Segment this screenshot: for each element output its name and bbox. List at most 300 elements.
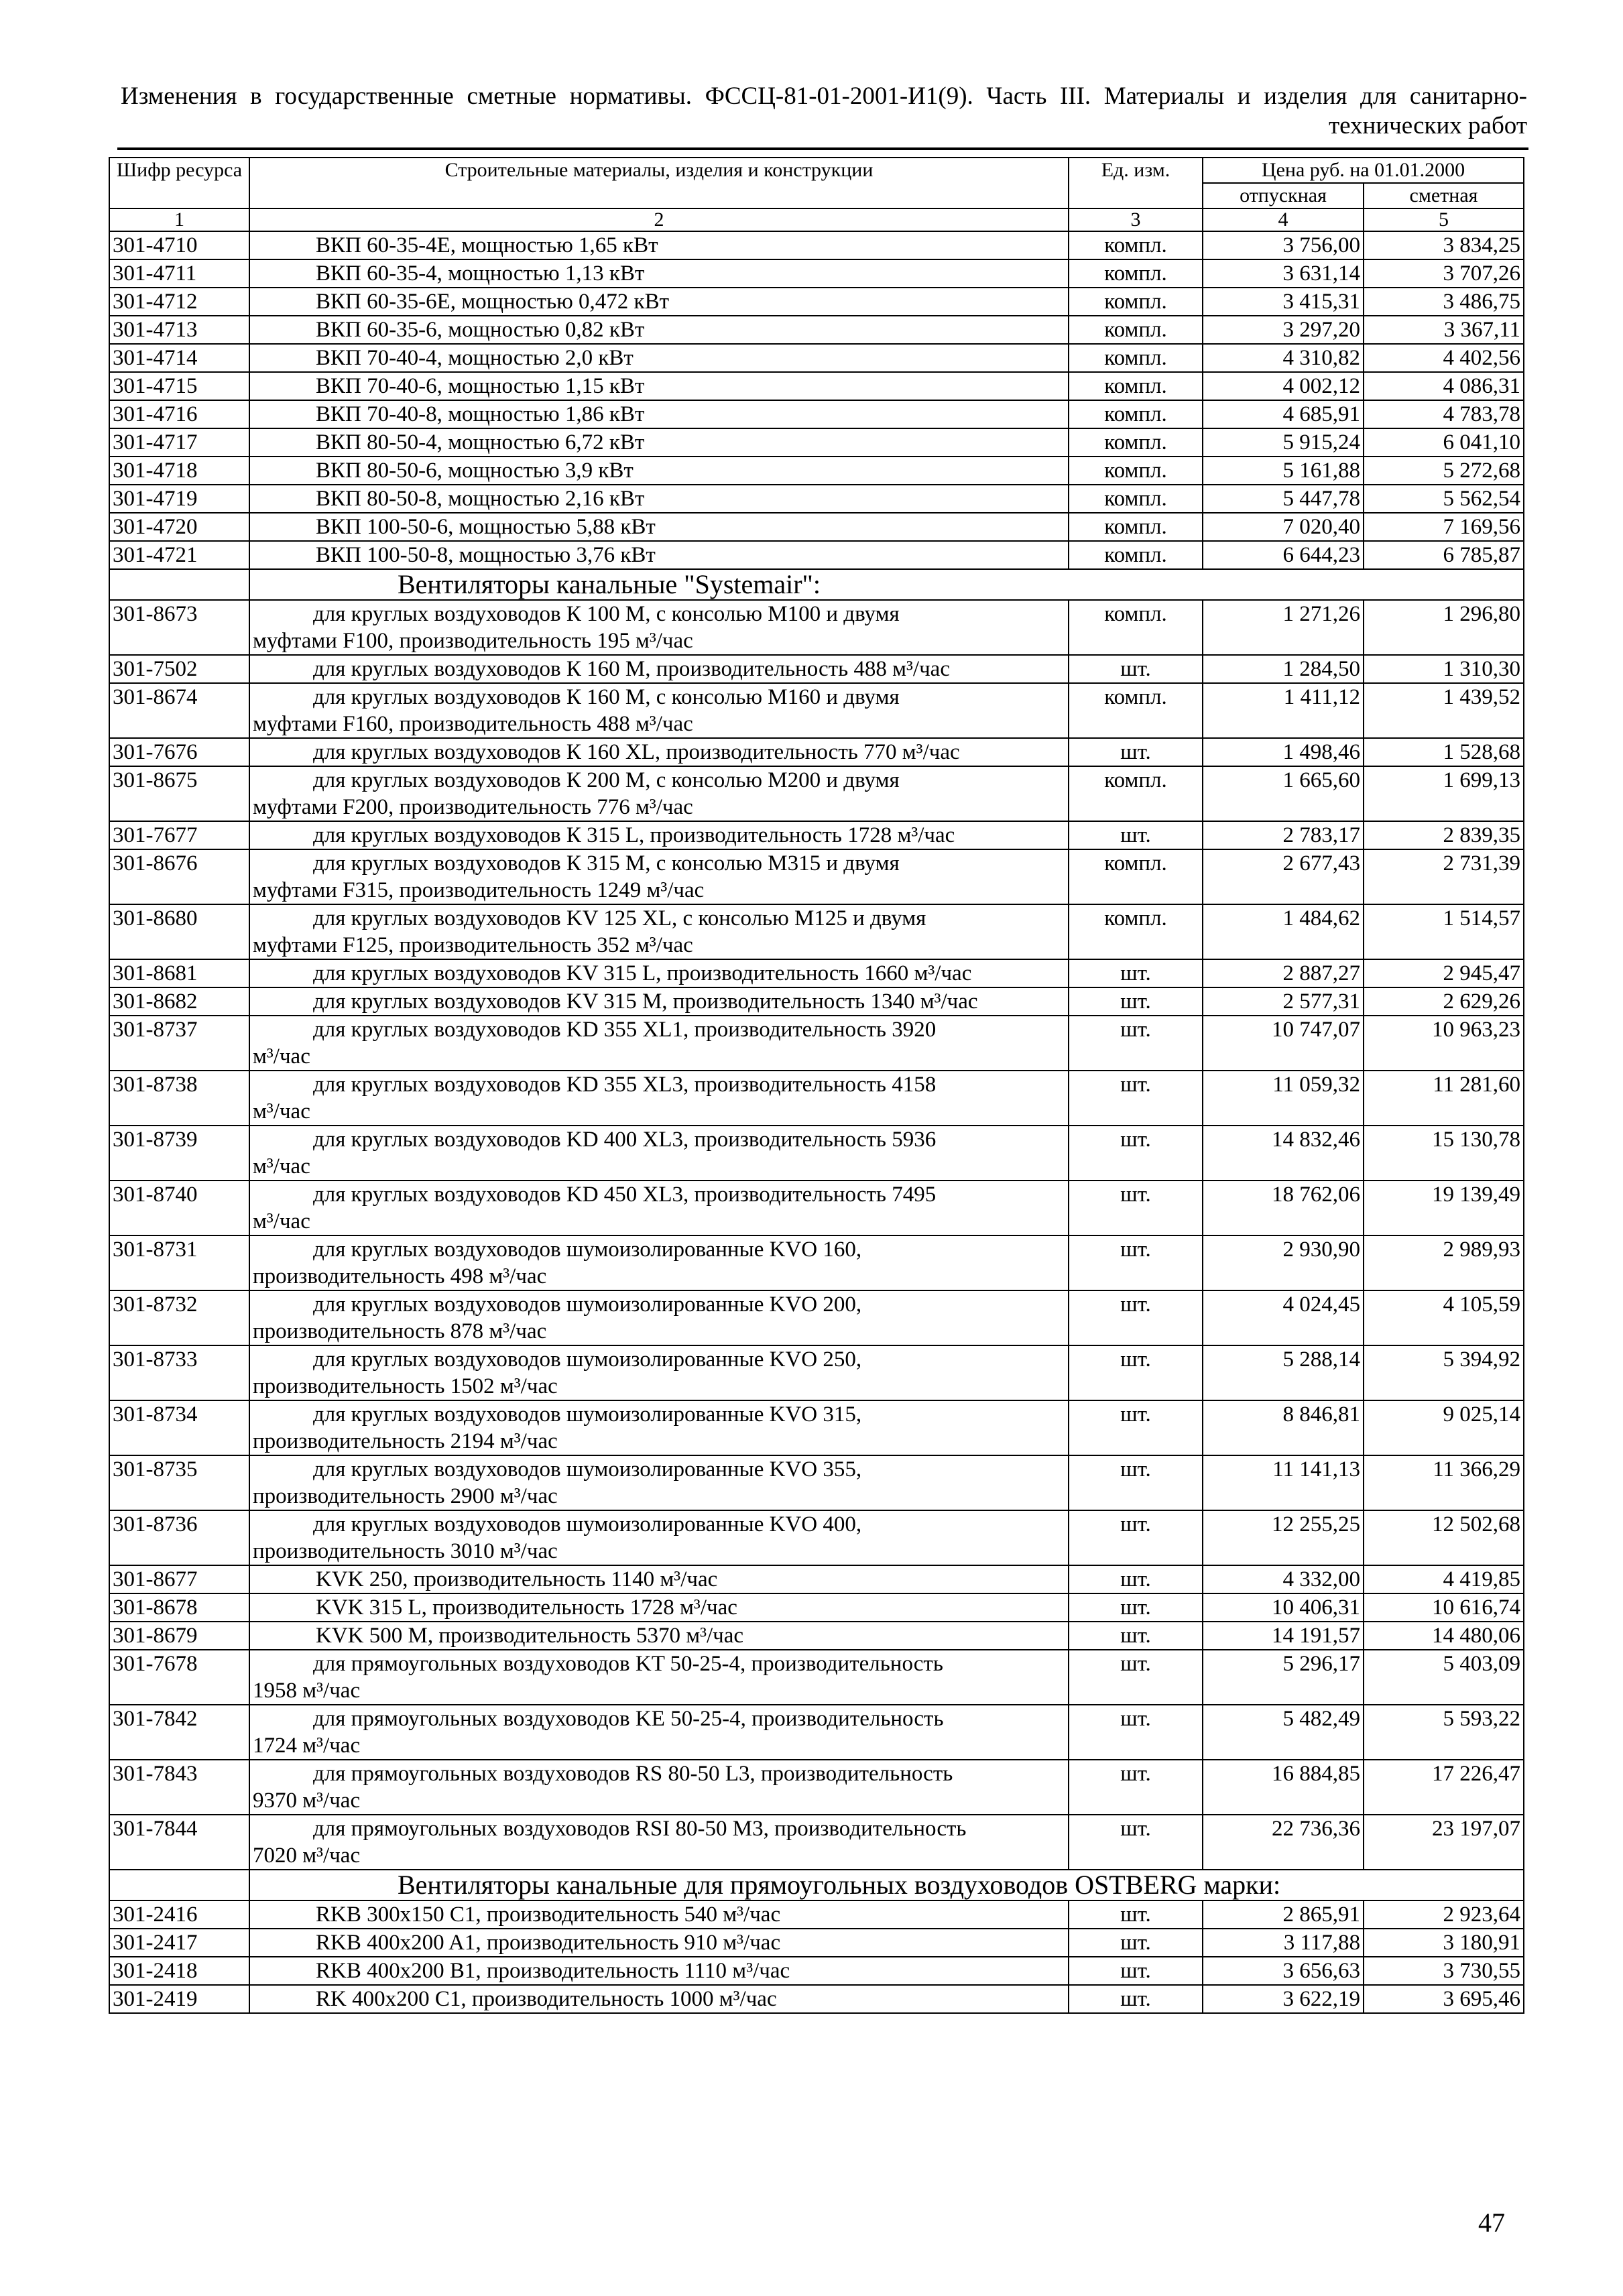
release-price: 5 447,78: [1203, 485, 1364, 513]
unit-of-measure: шт.: [1069, 1622, 1203, 1650]
material-name: ВКП 70-40-6, мощностью 1,15 кВт: [249, 372, 1069, 400]
material-name-line-1: для круглых воздуховодов шумоизолированные KVO 355,: [313, 1457, 862, 1482]
unit-of-measure: шт.: [1069, 821, 1203, 849]
table-row: [109, 485, 1524, 513]
price-table: [109, 157, 1524, 2014]
estimate-price: 3 834,25: [1364, 231, 1524, 259]
material-name-line-2: производительность 498 м³/час: [253, 1264, 547, 1288]
estimate-price: 4 402,56: [1364, 344, 1524, 372]
unit-of-measure: шт.: [1069, 1181, 1203, 1235]
table-row: [109, 428, 1524, 457]
table-row: [109, 1705, 1524, 1760]
release-price: 2 677,43: [1203, 849, 1364, 904]
table-row: [109, 1565, 1524, 1593]
unit-of-measure: шт.: [1069, 1235, 1203, 1290]
material-name-line-1: для круглых воздуховодов шумоизолированные KVO 250,: [313, 1347, 862, 1372]
table-row: [109, 344, 1524, 372]
unit-of-measure: компл.: [1069, 372, 1203, 400]
material-name-line-2: муфтами F125, производительность 352 м³/час: [253, 933, 693, 957]
unit-of-measure: шт.: [1069, 1345, 1203, 1400]
release-price: 4 685,91: [1203, 400, 1364, 428]
release-price: 4 002,12: [1203, 372, 1364, 400]
estimate-price: 5 403,09: [1364, 1650, 1524, 1705]
estimate-price: 17 226,47: [1364, 1760, 1524, 1815]
table-row: [109, 1650, 1524, 1705]
table-row: [109, 1622, 1524, 1650]
resource-code: 301-8676: [109, 849, 249, 904]
material-name-line-1: для круглых воздуховодов К 315 М, с консолью М315 и двумя: [313, 851, 900, 875]
material-name: ВКП 100-50-6, мощностью 5,88 кВт: [249, 513, 1069, 541]
estimate-price: 6 041,10: [1364, 428, 1524, 457]
estimate-price: 2 629,26: [1364, 987, 1524, 1016]
material-name: [249, 1290, 1069, 1345]
resource-code: 301-8735: [109, 1455, 249, 1510]
estimate-price: 2 923,64: [1364, 1900, 1524, 1929]
resource-code: 301-8679: [109, 1622, 249, 1650]
release-price: 1 411,12: [1203, 683, 1364, 738]
release-price: 2 887,27: [1203, 959, 1364, 987]
resource-code: 301-7502: [109, 655, 249, 683]
material-name-line-1: для круглых воздуховодов KV 125 XL, с консолью М125 и двумя: [313, 906, 926, 930]
resource-code: 301-8681: [109, 959, 249, 987]
table-row: [109, 513, 1524, 541]
resource-code: 301-7678: [109, 1650, 249, 1705]
material-name: ВКП 60-35-6Е, мощностью 0,472 кВт: [249, 288, 1069, 316]
material-name-line-1: для круглых воздуховодов KD 355 XL3, производительность 4158: [313, 1073, 937, 1097]
resource-code: 301-8680: [109, 904, 249, 959]
unit-of-measure: компл.: [1069, 344, 1203, 372]
table-row: [109, 655, 1524, 683]
material-name-line-2: м³/час: [253, 1154, 310, 1179]
table-row: [109, 1455, 1524, 1510]
material-name: [249, 1455, 1069, 1510]
material-name: [249, 1126, 1069, 1181]
estimate-price: 11 366,29: [1364, 1455, 1524, 1510]
unit-of-measure: шт.: [1069, 1565, 1203, 1593]
header-line-2: санитарно-технических работ: [1328, 82, 1527, 139]
resource-code: 301-7843: [109, 1760, 249, 1815]
unit-of-measure: компл.: [1069, 457, 1203, 485]
table-row: [109, 1900, 1524, 1929]
table-row: [109, 600, 1524, 655]
resource-code: 301-8737: [109, 1016, 249, 1071]
material-name: ВКП 80-50-4, мощностью 6,72 кВт: [249, 428, 1069, 457]
release-price: 16 884,85: [1203, 1760, 1364, 1815]
release-price: 5 915,24: [1203, 428, 1364, 457]
unit-of-measure: шт.: [1069, 987, 1203, 1016]
estimate-price: 2 989,93: [1364, 1235, 1524, 1290]
resource-code: 301-2417: [109, 1929, 249, 1957]
column-number: 4: [1203, 208, 1364, 231]
resource-code: 301-7844: [109, 1815, 249, 1870]
release-price: 4 310,82: [1203, 344, 1364, 372]
resource-code: 301-4711: [109, 259, 249, 288]
material-name: [249, 821, 1069, 849]
release-price: 8 846,81: [1203, 1400, 1364, 1455]
page-number: 47: [1478, 2208, 1505, 2238]
unit-of-measure: компл.: [1069, 316, 1203, 344]
estimate-price: 3 486,75: [1364, 288, 1524, 316]
column-header-estimate: сметная: [1364, 183, 1524, 208]
release-price: 3 756,00: [1203, 231, 1364, 259]
resource-code: 301-8733: [109, 1345, 249, 1400]
material-name-line-2: производительность 3010 м³/час: [253, 1539, 558, 1563]
material-name-line-1: для круглых воздуховодов шумоизолированные KVO 400,: [313, 1512, 862, 1536]
material-name-line-1: для круглых воздуховодов шумоизолированные KVO 200,: [313, 1292, 862, 1317]
estimate-price: 23 197,07: [1364, 1815, 1524, 1870]
header-rule: [117, 147, 1528, 150]
material-name: [249, 1235, 1069, 1290]
release-price: 1 284,50: [1203, 655, 1364, 683]
estimate-price: 1 528,68: [1364, 738, 1524, 766]
resource-code: 301-4715: [109, 372, 249, 400]
resource-code: 301-8673: [109, 600, 249, 655]
material-name-line-2: производительность 1502 м³/час: [253, 1374, 558, 1398]
table-row: [109, 821, 1524, 849]
release-price: 1 271,26: [1203, 600, 1364, 655]
estimate-price: 3 730,55: [1364, 1957, 1524, 1985]
estimate-price: 5 562,54: [1364, 485, 1524, 513]
unit-of-measure: шт.: [1069, 1815, 1203, 1870]
estimate-price: 1 296,80: [1364, 600, 1524, 655]
estimate-price: 12 502,68: [1364, 1510, 1524, 1565]
column-header-code: Шифр ресурса: [109, 158, 249, 208]
estimate-price: 4 419,85: [1364, 1565, 1524, 1593]
resource-code: 301-7842: [109, 1705, 249, 1760]
estimate-price: 11 281,60: [1364, 1071, 1524, 1126]
material-name: ВКП 60-35-4Е, мощностью 1,65 кВт: [249, 231, 1069, 259]
material-name-line-2: производительность 878 м³/час: [253, 1319, 547, 1343]
unit-of-measure: компл.: [1069, 428, 1203, 457]
unit-of-measure: шт.: [1069, 1900, 1203, 1929]
material-name-line-2: м³/час: [253, 1099, 310, 1124]
material-name: [249, 1760, 1069, 1815]
estimate-price: 10 616,74: [1364, 1593, 1524, 1622]
resource-code: 301-2419: [109, 1985, 249, 2013]
column-number: 3: [1069, 208, 1203, 231]
material-name-line-2: 1958 м³/час: [253, 1679, 361, 1703]
material-name-line-1: для круглых воздуховодов KV 315 M, производительность 1340 м³/час: [313, 989, 978, 1014]
release-price: 10 747,07: [1203, 1016, 1364, 1071]
section-title: Вентиляторы канальные "Systemair":: [249, 569, 1524, 600]
unit-of-measure: компл.: [1069, 485, 1203, 513]
estimate-price: 2 839,35: [1364, 821, 1524, 849]
estimate-price: 4 783,78: [1364, 400, 1524, 428]
table-row: [109, 1071, 1524, 1126]
material-name: ВКП 80-50-6, мощностью 3,9 кВт: [249, 457, 1069, 485]
release-price: 5 296,17: [1203, 1650, 1364, 1705]
material-name-line-2: муфтами F200, производительность 776 м³/час: [253, 795, 693, 819]
material-name-line-1: для прямоугольных воздуховодов RSI 80-50 M3, производительность: [313, 1817, 967, 1841]
table-row: [109, 288, 1524, 316]
table-row: [109, 316, 1524, 344]
material-name: RK 400x200 C1, производительность 1000 м³/час: [249, 1985, 1069, 2013]
section-code-cell: [109, 1870, 249, 1900]
table-row: [109, 1510, 1524, 1565]
material-name-line-2: муфтами F160, производительность 488 м³/час: [253, 712, 693, 736]
table-row: [109, 959, 1524, 987]
resource-code: 301-8736: [109, 1510, 249, 1565]
material-name: ВКП 70-40-8, мощностью 1,86 кВт: [249, 400, 1069, 428]
material-name: KVK 315 L, производительность 1728 м³/час: [249, 1593, 1069, 1622]
material-name: [249, 1815, 1069, 1870]
resource-code: 301-8739: [109, 1126, 249, 1181]
estimate-price: 5 593,22: [1364, 1705, 1524, 1760]
release-price: 2 577,31: [1203, 987, 1364, 1016]
table-row: [109, 400, 1524, 428]
table-row: [109, 372, 1524, 400]
table-row: [109, 231, 1524, 259]
estimate-price: 1 310,30: [1364, 655, 1524, 683]
material-name: KVK 500 M, производительность 5370 м³/час: [249, 1622, 1069, 1650]
material-name-line-1: для прямоугольных воздуховодов KE 50-25-4, производительность: [313, 1707, 944, 1731]
resource-code: 301-8738: [109, 1071, 249, 1126]
material-name: ВКП 100-50-8, мощностью 3,76 кВт: [249, 541, 1069, 569]
unit-of-measure: шт.: [1069, 1957, 1203, 1985]
material-name: ВКП 60-35-6, мощностью 0,82 кВт: [249, 316, 1069, 344]
unit-of-measure: шт.: [1069, 1929, 1203, 1957]
material-name-line-2: 1724 м³/час: [253, 1734, 361, 1758]
material-name-line-2: производительность 2900 м³/час: [253, 1484, 558, 1508]
release-price: 7 020,40: [1203, 513, 1364, 541]
estimate-price: 4 105,59: [1364, 1290, 1524, 1345]
material-name-line-1: для прямоугольных воздуховодов KT 50-25-4, производительность: [313, 1652, 943, 1676]
material-name-line-1: для круглых воздуховодов К 160 М, с консолью М160 и двумя: [313, 685, 900, 709]
section-row: [109, 569, 1524, 600]
section-code-cell: [109, 569, 249, 600]
resource-code: 301-4710: [109, 231, 249, 259]
column-number: 2: [249, 208, 1069, 231]
resource-code: 301-4714: [109, 344, 249, 372]
material-name-line-2: 7020 м³/час: [253, 1844, 361, 1868]
unit-of-measure: компл.: [1069, 231, 1203, 259]
material-name: [249, 987, 1069, 1016]
estimate-price: 3 707,26: [1364, 259, 1524, 288]
resource-code: 301-8732: [109, 1290, 249, 1345]
section-title: Вентиляторы канальные для прямоугольных воздуховодов OSTBERG марки:: [249, 1870, 1524, 1900]
material-name: KVK 250, производительность 1140 м³/час: [249, 1565, 1069, 1593]
release-price: 5 288,14: [1203, 1345, 1364, 1400]
material-name: [249, 766, 1069, 821]
table-row: [109, 1985, 1524, 2013]
release-price: 2 783,17: [1203, 821, 1364, 849]
table-row: [109, 541, 1524, 569]
unit-of-measure: шт.: [1069, 1016, 1203, 1071]
unit-of-measure: шт.: [1069, 1985, 1203, 2013]
table-body: [109, 231, 1524, 2013]
estimate-price: 2 945,47: [1364, 959, 1524, 987]
material-name: [249, 655, 1069, 683]
material-name: RKB 400x200 B1, производительность 1110 м³/час: [249, 1957, 1069, 1985]
estimate-price: 3 180,91: [1364, 1929, 1524, 1957]
table-row: [109, 1593, 1524, 1622]
unit-of-measure: шт.: [1069, 1400, 1203, 1455]
estimate-price: 1 439,52: [1364, 683, 1524, 738]
table-row: [109, 259, 1524, 288]
estimate-price: 14 480,06: [1364, 1622, 1524, 1650]
unit-of-measure: компл.: [1069, 400, 1203, 428]
resource-code: 301-8675: [109, 766, 249, 821]
material-name-line-1: для прямоугольных воздуховодов RS 80-50 L3, производительность: [313, 1762, 953, 1786]
column-header-price-group: Цена руб. на 01.01.2000: [1203, 158, 1524, 183]
material-name-line-1: для круглых воздуховодов KD 355 XL1, производительность 3920: [313, 1018, 937, 1042]
table-row: [109, 1957, 1524, 1985]
table-row: [109, 1235, 1524, 1290]
material-name-line-1: для круглых воздуховодов KV 315 L, производительность 1660 м³/час: [313, 961, 972, 985]
unit-of-measure: компл.: [1069, 766, 1203, 821]
table-row: [109, 1929, 1524, 1957]
release-price: 12 255,25: [1203, 1510, 1364, 1565]
material-name: [249, 1016, 1069, 1071]
column-header-name: Строительные материалы, изделия и конструкции: [249, 158, 1069, 208]
unit-of-measure: шт.: [1069, 1290, 1203, 1345]
estimate-price: 7 169,56: [1364, 513, 1524, 541]
material-name: [249, 1650, 1069, 1705]
document-header: [121, 82, 1527, 141]
column-number-row: [109, 208, 1524, 231]
unit-of-measure: компл.: [1069, 288, 1203, 316]
material-name-line-2: муфтами F100, производительность 195 м³/час: [253, 629, 693, 653]
resource-code: 301-4717: [109, 428, 249, 457]
unit-of-measure: компл.: [1069, 513, 1203, 541]
release-price: 3 297,20: [1203, 316, 1364, 344]
estimate-price: 10 963,23: [1364, 1016, 1524, 1071]
resource-code: 301-4716: [109, 400, 249, 428]
unit-of-measure: компл.: [1069, 849, 1203, 904]
material-name: [249, 1181, 1069, 1235]
material-name-line-2: муфтами F315, производительность 1249 м³/час: [253, 878, 705, 902]
release-price: 3 622,19: [1203, 1985, 1364, 2013]
unit-of-measure: компл.: [1069, 904, 1203, 959]
release-price: 4 332,00: [1203, 1565, 1364, 1593]
release-price: 1 484,62: [1203, 904, 1364, 959]
table-row: [109, 1400, 1524, 1455]
resource-code: 301-8731: [109, 1235, 249, 1290]
material-name: ВКП 70-40-4, мощностью 2,0 кВт: [249, 344, 1069, 372]
section-row: [109, 1870, 1524, 1900]
release-price: 10 406,31: [1203, 1593, 1364, 1622]
resource-code: 301-7676: [109, 738, 249, 766]
material-name-line-1: для круглых воздуховодов К 200 М, с консолью М200 и двумя: [313, 768, 900, 792]
material-name: [249, 683, 1069, 738]
column-number: 1: [109, 208, 249, 231]
unit-of-measure: шт.: [1069, 1705, 1203, 1760]
unit-of-measure: компл.: [1069, 600, 1203, 655]
release-price: 3 631,14: [1203, 259, 1364, 288]
column-header-unit: Ед. изм.: [1069, 158, 1203, 208]
unit-of-measure: шт.: [1069, 1510, 1203, 1565]
resource-code: 301-4720: [109, 513, 249, 541]
release-price: 18 762,06: [1203, 1181, 1364, 1235]
material-name-line-2: м³/час: [253, 1044, 310, 1069]
resource-code: 301-8734: [109, 1400, 249, 1455]
material-name: RKB 300x150 C1, производительность 540 м³/час: [249, 1900, 1069, 1929]
release-price: 22 736,36: [1203, 1815, 1364, 1870]
estimate-price: 15 130,78: [1364, 1126, 1524, 1181]
table-row: [109, 1815, 1524, 1870]
resource-code: 301-8740: [109, 1181, 249, 1235]
resource-code: 301-7677: [109, 821, 249, 849]
material-name-line-1: для круглых воздуховодов К 315 L, производительность 1728 м³/час: [313, 823, 955, 847]
release-price: 3 117,88: [1203, 1929, 1364, 1957]
release-price: 4 024,45: [1203, 1290, 1364, 1345]
release-price: 1 498,46: [1203, 738, 1364, 766]
material-name-line-1: для круглых воздуховодов шумоизолированные KVO 160,: [313, 1237, 862, 1262]
material-name-line-1: для круглых воздуховодов KD 400 XL3, производительность 5936: [313, 1128, 937, 1152]
release-price: 11 059,32: [1203, 1071, 1364, 1126]
release-price: 6 644,23: [1203, 541, 1364, 569]
table-row: [109, 849, 1524, 904]
resource-code: 301-4719: [109, 485, 249, 513]
unit-of-measure: шт.: [1069, 738, 1203, 766]
resource-code: 301-8678: [109, 1593, 249, 1622]
release-price: 5 161,88: [1203, 457, 1364, 485]
material-name: [249, 738, 1069, 766]
material-name: [249, 1400, 1069, 1455]
material-name: [249, 1071, 1069, 1126]
release-price: 2 930,90: [1203, 1235, 1364, 1290]
release-price: 5 482,49: [1203, 1705, 1364, 1760]
estimate-price: 4 086,31: [1364, 372, 1524, 400]
unit-of-measure: шт.: [1069, 655, 1203, 683]
header-line-1: Изменения в государственные сметные нормативы. ФССЦ-81-01-2001-И1(9). Часть III. Материалы и изделия для: [121, 82, 1397, 110]
release-price: 14 191,57: [1203, 1622, 1364, 1650]
table-row: [109, 1126, 1524, 1181]
table-row: [109, 457, 1524, 485]
release-price: 3 656,63: [1203, 1957, 1364, 1985]
table-row: [109, 1016, 1524, 1071]
resource-code: 301-4721: [109, 541, 249, 569]
estimate-price: 5 394,92: [1364, 1345, 1524, 1400]
unit-of-measure: шт.: [1069, 1455, 1203, 1510]
unit-of-measure: шт.: [1069, 1593, 1203, 1622]
material-name-line-1: для круглых воздуховодов KD 450 XL3, производительность 7495: [313, 1183, 937, 1207]
material-name-line-1: для круглых воздуховодов К 160 XL, производительность 770 м³/час: [313, 740, 960, 764]
estimate-price: 1 699,13: [1364, 766, 1524, 821]
table-row: [109, 766, 1524, 821]
table-row: [109, 738, 1524, 766]
estimate-price: 9 025,14: [1364, 1400, 1524, 1455]
estimate-price: 3 367,11: [1364, 316, 1524, 344]
material-name-line-1: для круглых воздуховодов шумоизолированные KVO 315,: [313, 1402, 862, 1427]
material-name-line-2: м³/час: [253, 1209, 310, 1233]
estimate-price: 5 272,68: [1364, 457, 1524, 485]
material-name: RKB 400x200 A1, производительность 910 м³/час: [249, 1929, 1069, 1957]
column-number: 5: [1364, 208, 1524, 231]
resource-code: 301-4712: [109, 288, 249, 316]
material-name: [249, 600, 1069, 655]
table-row: [109, 1760, 1524, 1815]
estimate-price: 2 731,39: [1364, 849, 1524, 904]
estimate-price: 1 514,57: [1364, 904, 1524, 959]
table-row: [109, 904, 1524, 959]
material-name: [249, 849, 1069, 904]
material-name: [249, 959, 1069, 987]
estimate-price: 6 785,87: [1364, 541, 1524, 569]
material-name: ВКП 60-35-4, мощностью 1,13 кВт: [249, 259, 1069, 288]
release-price: 3 415,31: [1203, 288, 1364, 316]
resource-code: 301-2416: [109, 1900, 249, 1929]
resource-code: 301-8677: [109, 1565, 249, 1593]
material-name-line-1: для круглых воздуховодов К 100 М, с консолью М100 и двумя: [313, 602, 900, 626]
material-name-line-2: производительность 2194 м³/час: [253, 1429, 558, 1453]
table-row: [109, 1345, 1524, 1400]
estimate-price: 19 139,49: [1364, 1181, 1524, 1235]
unit-of-measure: компл.: [1069, 683, 1203, 738]
resource-code: 301-8682: [109, 987, 249, 1016]
table-row: [109, 1181, 1524, 1235]
release-price: 11 141,13: [1203, 1455, 1364, 1510]
